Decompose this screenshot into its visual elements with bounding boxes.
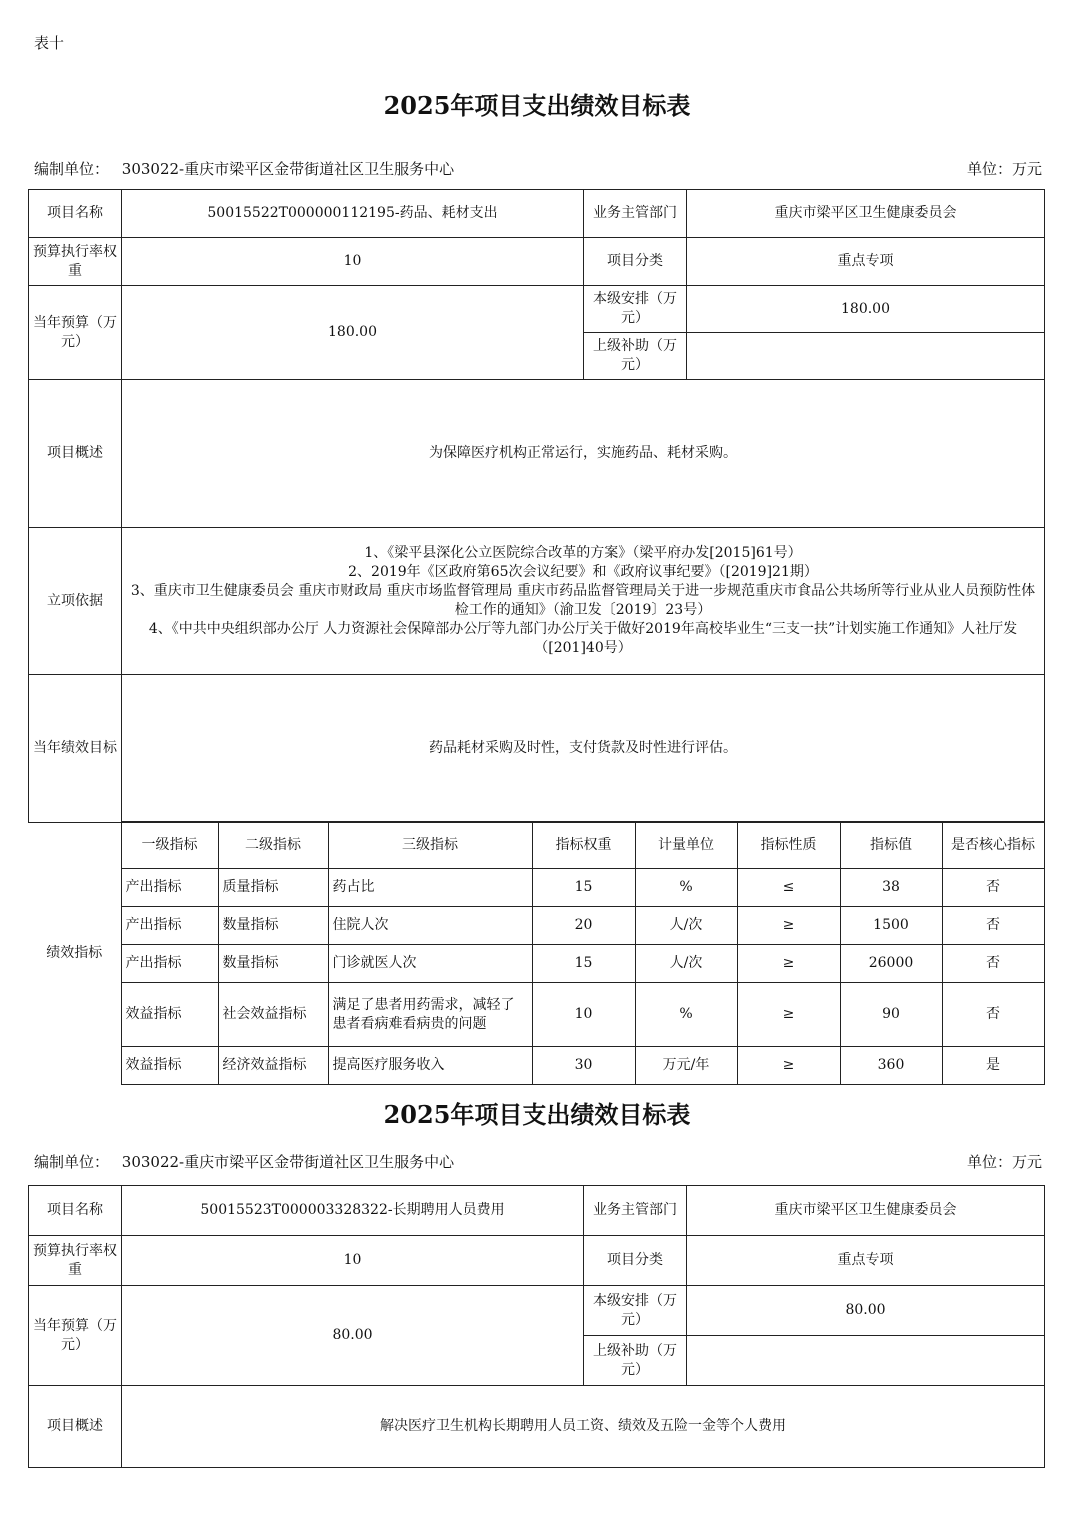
header-cell: 指标值: [840, 822, 942, 869]
cell: ≥: [737, 945, 840, 983]
cell: 数量指标: [218, 907, 328, 945]
cell: 否: [942, 907, 1044, 945]
form-2-meta-row: [34, 1151, 1042, 1172]
cell: 30: [532, 1047, 635, 1085]
label-weight: 预算执行率权重: [29, 238, 122, 286]
basis-value: [122, 528, 1045, 675]
unit-prefix: 编制单位：: [34, 160, 110, 178]
unit-prefix: 编制单位：: [34, 1153, 110, 1171]
header-cell: 是否核心指标: [942, 822, 1044, 869]
budget-value: 80.00: [122, 1286, 584, 1386]
header-cell: 一级指标: [121, 822, 218, 869]
cell: 否: [942, 945, 1044, 983]
form-1-header-table: [28, 189, 1045, 823]
local-value: 180.00: [687, 286, 1045, 333]
label-overview: 项目概述: [29, 380, 122, 528]
label-dept: 业务主管部门: [584, 190, 687, 238]
page-label: 表十: [34, 34, 65, 52]
cell: 提高医疗服务收入: [328, 1047, 532, 1085]
weight-value: 10: [122, 238, 584, 286]
cell: 否: [942, 869, 1044, 907]
category-value: 重点专项: [687, 238, 1045, 286]
cell: %: [635, 983, 737, 1047]
table-row: [28, 869, 1044, 907]
label-local: 本级安排（万元）: [584, 1286, 687, 1336]
basis-item: 4、《中共中央组织部办公厅 人力资源社会保障部办公厅等九部门办公厅关于做好2019年高校毕业生“三支一扶”计划实施工作通知》人社厅发（[201]40号）: [148, 620, 1018, 656]
project-name: 50015522T000000112195-药品、耗材支出: [122, 190, 584, 238]
cell: 20: [532, 907, 635, 945]
form-1-title: 2025年项目支出绩效目标表: [383, 91, 691, 120]
cell: ≤: [737, 869, 840, 907]
overview-value: 解决医疗卫生机构长期聘用人员工资、绩效及五险一金等个人费用: [122, 1386, 1045, 1468]
cell: 产出指标: [121, 945, 218, 983]
cell: 产出指标: [121, 869, 218, 907]
basis-item: 3、重庆市卫生健康委员会 重庆市财政局 重庆市场监督管理局 重庆市药品监督管理局关于进一步规范重庆市食品公共场所等行业从业人员预防性体检工作的通知》（渝卫发〔2019〕23号）: [130, 583, 1036, 618]
cell: 360: [840, 1047, 942, 1085]
weight-value: 10: [122, 1236, 584, 1286]
cell: 效益指标: [121, 1047, 218, 1085]
label-project-name: 项目名称: [29, 190, 122, 238]
cell: 38: [840, 869, 942, 907]
goal-value: 药品耗材采购及时性，支付货款及时性进行评估。: [122, 675, 1045, 823]
cell: 门诊就医人次: [328, 945, 532, 983]
cell: ≥: [737, 907, 840, 945]
label-indicators: 绩效指标: [46, 944, 103, 961]
label-project-name: 项目名称: [29, 1186, 122, 1236]
unit-name: 303022-重庆市梁平区金带街道社区卫生服务中心: [121, 160, 455, 178]
label-overview: 项目概述: [29, 1386, 122, 1468]
cell: ≥: [737, 983, 840, 1047]
cell: 人/次: [635, 945, 737, 983]
cell: 人/次: [635, 907, 737, 945]
label-basis: 立项依据: [29, 528, 122, 675]
label-budget: 当年预算（万元）: [29, 1286, 122, 1386]
upper-value: [687, 1336, 1045, 1386]
project-name: 50015523T000003328322-长期聘用人员费用: [122, 1186, 584, 1236]
label-dept: 业务主管部门: [584, 1186, 687, 1236]
label-upper: 上级补助（万元）: [584, 1336, 687, 1386]
form-1-meta-row: [34, 158, 1042, 179]
label-weight: 预算执行率权重: [29, 1236, 122, 1286]
table-row: [28, 983, 1044, 1047]
header-cell: 指标权重: [532, 822, 635, 869]
cell: 10: [532, 983, 635, 1047]
label-budget: 当年预算（万元）: [29, 286, 122, 380]
label-local: 本级安排（万元）: [584, 286, 687, 333]
table-row: [28, 1047, 1044, 1085]
upper-value: [687, 333, 1045, 380]
cell: 效益指标: [121, 983, 218, 1047]
local-value: 80.00: [687, 1286, 1045, 1336]
header-cell: 指标性质: [737, 822, 840, 869]
form-2-title: 2025年项目支出绩效目标表: [383, 1100, 691, 1129]
label-goal: 当年绩效目标: [29, 675, 122, 823]
dept-value: 重庆市梁平区卫生健康委员会: [687, 190, 1045, 238]
category-value: 重点专项: [687, 1236, 1045, 1286]
cell: 万元/年: [635, 1047, 737, 1085]
cell: 产出指标: [121, 907, 218, 945]
budget-value: 180.00: [122, 286, 584, 380]
cell: 15: [532, 945, 635, 983]
basis-item: 1、《梁平县深化公立医院综合改革的方案》（梁平府办发[2015]61号）: [364, 545, 802, 562]
table-row: [28, 907, 1044, 945]
cell: ≥: [737, 1047, 840, 1085]
header-cell: 计量单位: [635, 822, 737, 869]
cell: %: [635, 869, 737, 907]
cell: 经济效益指标: [218, 1047, 328, 1085]
unit-name: 303022-重庆市梁平区金带街道社区卫生服务中心: [121, 1153, 455, 1171]
cell: 住院人次: [328, 907, 532, 945]
cell: 否: [942, 983, 1044, 1047]
cell: 质量指标: [218, 869, 328, 907]
cell: 药占比: [328, 869, 532, 907]
table-row: [28, 945, 1044, 983]
header-cell: 三级指标: [328, 822, 532, 869]
cell: 15: [532, 869, 635, 907]
label-upper: 上级补助（万元）: [584, 333, 687, 380]
cell: 是: [942, 1047, 1044, 1085]
currency-unit: 单位：万元: [966, 1153, 1042, 1171]
label-category: 项目分类: [584, 1236, 687, 1286]
cell: 社会效益指标: [218, 983, 328, 1047]
cell: 数量指标: [218, 945, 328, 983]
cell: 满足了患者用药需求，减轻了患者看病难看病贵的问题: [328, 983, 532, 1047]
basis-item: 2、2019年《区政府第65次会议纪要》和《政府议事纪要》（[2019]21期）: [348, 564, 818, 581]
label-category: 项目分类: [584, 238, 687, 286]
cell: 1500: [840, 907, 942, 945]
dept-value: 重庆市梁平区卫生健康委员会: [687, 1186, 1045, 1236]
form-2-header-table: [28, 1185, 1045, 1468]
cell: 26000: [840, 945, 942, 983]
indicator-table: [28, 821, 1045, 1085]
currency-unit: 单位：万元: [966, 160, 1042, 178]
overview-value: 为保障医疗机构正常运行，实施药品、耗材采购。: [122, 380, 1045, 528]
cell: 90: [840, 983, 942, 1047]
header-cell: 二级指标: [218, 822, 328, 869]
